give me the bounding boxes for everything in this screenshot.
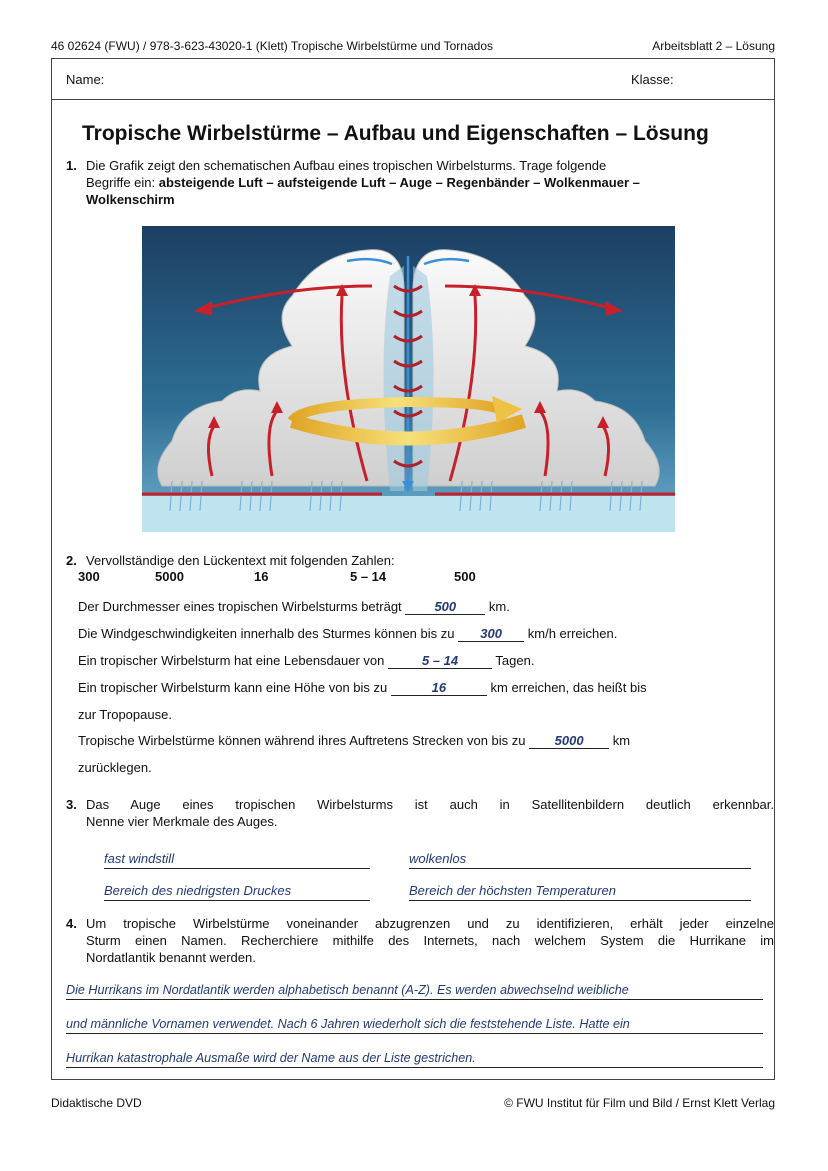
- gap-sentence-4: Ein tropischer Wirbelsturm kann eine Höhe von bis zu 16 km erreichen, das heißt bis: [78, 680, 647, 695]
- eye-feature-2: wolkenlos: [409, 851, 751, 869]
- q2-number: 2.: [66, 553, 77, 568]
- q3-number: 3.: [66, 797, 77, 812]
- page-title: Tropische Wirbelstürme – Aufbau und Eigenschaften – Lösung: [82, 122, 709, 145]
- gap-answer-2: 300: [458, 626, 524, 642]
- footer-right: © FWU Institut für Film und Bild / Ernst Klett Verlag: [504, 1096, 775, 1110]
- q2-text: Vervollständige den Lückentext mit folgenden Zahlen:: [86, 553, 395, 568]
- hurricane-diagram: [142, 226, 675, 532]
- q4-answer-line-2: und männliche Vornamen verwendet. Nach 6 Jahren wiederholt sich die feststehende Liste. Hatte ein: [66, 1016, 763, 1034]
- q4-answer-line-1: Die Hurrikans im Nordatlantik werden alphabetisch benannt (A-Z). Es werden abwechselnd weibliche: [66, 982, 763, 1000]
- gap-sentence-5: Tropische Wirbelstürme können während ihres Auftretens Strecken von bis zu 5000 km: [78, 733, 631, 748]
- q1-text: Die Grafik zeigt den schematischen Aufbau eines tropischen Wirbelsturms. Trage folgende Begriffe ein: absteigende Luft – aufsteigende Luft – Auge – Regenbänder – Wolkenmauer – Wolkenschirm: [86, 158, 640, 207]
- eye-feature-3: Bereich des niedrigsten Druckes: [104, 883, 370, 901]
- footer-left: Didaktische DVD: [51, 1096, 142, 1110]
- q1-number: 1.: [66, 158, 77, 173]
- gap-sentence-3: Ein tropischer Wirbelsturm hat eine Lebensdauer von 5 – 14 Tagen.: [78, 653, 535, 668]
- number-2: 5000: [155, 569, 184, 584]
- header-sheet-label: Arbeitsblatt 2 – Lösung: [652, 39, 775, 53]
- gap-answer-1: 500: [405, 599, 485, 615]
- gap-sentence-2: Die Windgeschwindigkeiten innerhalb des Sturmes können bis zu 300 km/h erreichen.: [78, 626, 618, 641]
- q4-answer-line-3: Hurrikan katastrophale Ausmaße wird der Name aus der Liste gestrichen.: [66, 1050, 763, 1068]
- ocean-surface: [142, 496, 675, 532]
- klasse-label: Klasse:: [631, 72, 674, 87]
- eye-feature-1: fast windstill: [104, 851, 370, 869]
- eye-feature-4: Bereich der höchsten Temperaturen: [409, 883, 751, 901]
- q4-number: 4.: [66, 916, 77, 931]
- gap-sentence-4-cont: zur Tropopause.: [78, 707, 172, 722]
- q4-text: Um tropische Wirbelstürme voneinander abzugrenzen und zu identifizieren, erhält jeder einzelne Sturm einen Namen. Recherchiere mithilfe des Internets, nach welchem System die Hurrikane im Nordatlantik benannt werden.: [86, 916, 774, 965]
- number-5: 500: [454, 569, 476, 584]
- number-4: 5 – 14: [350, 569, 387, 584]
- name-label: Name:: [66, 72, 105, 87]
- header-source: 46 02624 (FWU) / 978-3-623-43020-1 (Klett) Tropische Wirbelstürme und Tornados: [51, 39, 493, 53]
- q3-text: Das Auge eines tropischen Wirbelsturms ist auch in Satellitenbildern deutlich erkennbar. Nenne vier Merkmale des Auges.: [86, 797, 774, 829]
- gap-sentence-1: Der Durchmesser eines tropischen Wirbelsturms beträgt 500 km.: [78, 599, 510, 614]
- gap-sentence-5-cont: zurücklegen.: [78, 760, 152, 775]
- gap-answer-5: 5000: [529, 733, 609, 749]
- gap-answer-3: 5 – 14: [388, 653, 492, 669]
- number-1: 300: [78, 569, 100, 584]
- number-3: 16: [254, 569, 269, 584]
- gap-answer-4: 16: [391, 680, 487, 696]
